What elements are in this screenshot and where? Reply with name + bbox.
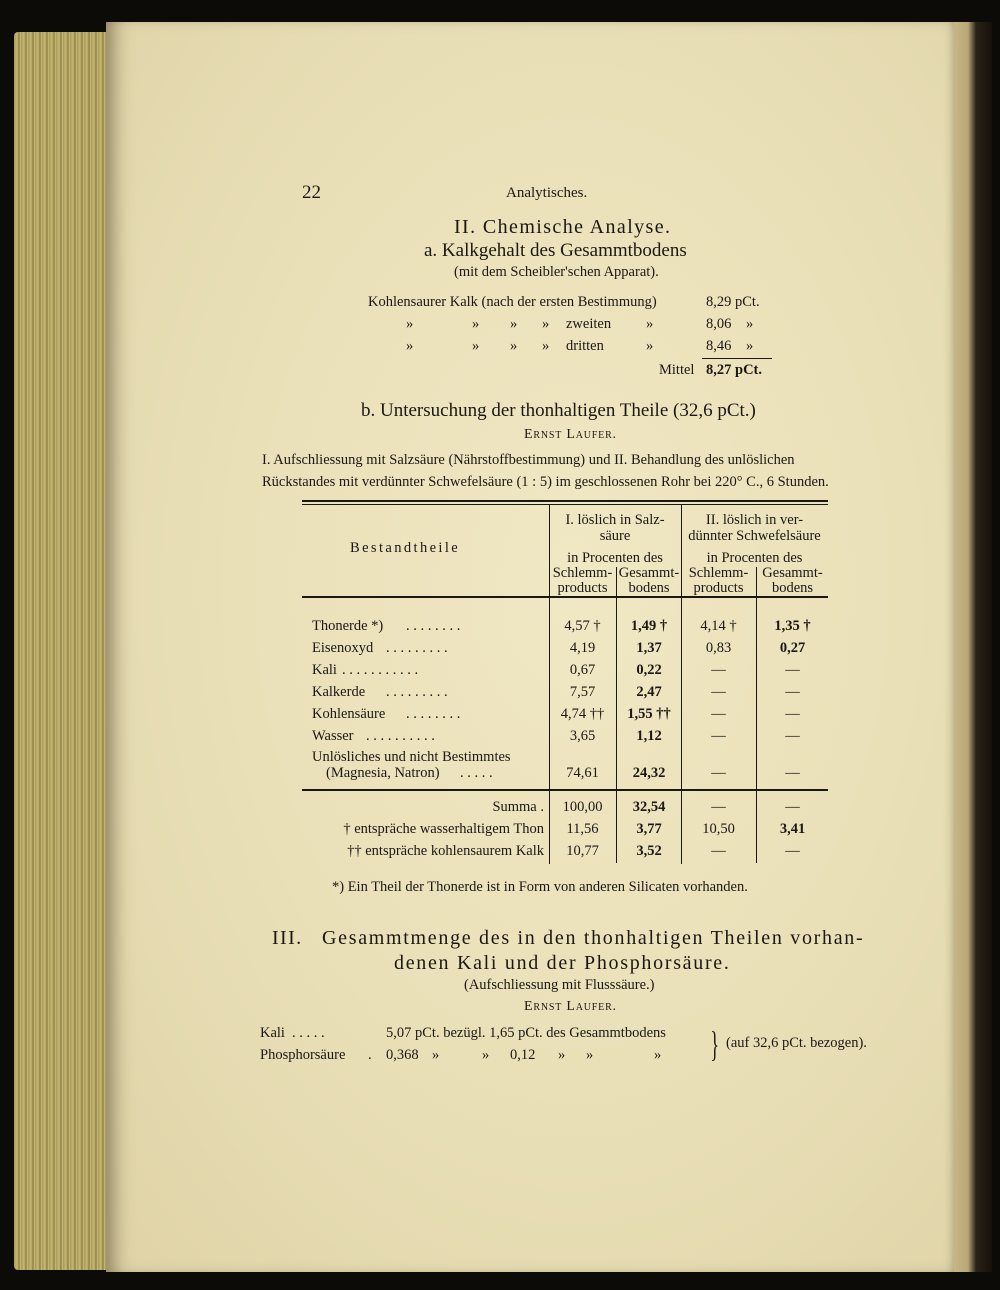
book-page-edges-right xyxy=(952,22,992,1272)
leader-dots: . . . . . xyxy=(460,765,493,781)
ditto-mark: » xyxy=(646,338,654,354)
subsection-b-author: Ernst Laufer. xyxy=(524,427,617,442)
lime-row-1-value: 8,29 pCt. xyxy=(706,294,760,310)
page-number: 22 xyxy=(302,182,321,203)
section-3-title-line2: denen Kali und der Phosphorsäure. xyxy=(394,952,731,974)
cell-value: 11,56 xyxy=(566,821,599,837)
summa-label: Summa . xyxy=(492,799,544,815)
leader-dots: . . . . . . . . . . xyxy=(366,728,435,744)
phosphor-value-2: 0,12 xyxy=(510,1047,536,1063)
ditto-mark: » xyxy=(586,1047,594,1063)
sub-header-products: products xyxy=(693,580,744,596)
leader-dots: . . . . . xyxy=(292,1025,325,1041)
cell-value: 10,50 xyxy=(702,821,735,837)
kalk-label: †† entspräche kohlensaurem Kalk xyxy=(347,843,544,859)
section-3-title-line1: Gesammtmenge des in den thonhaltigen Theilen vorhan- xyxy=(322,927,865,949)
cell-value: 100,00 xyxy=(562,799,603,815)
table-top-rule xyxy=(302,500,828,502)
ditto-mark: » xyxy=(472,338,480,354)
lime-row-1-label: Kohlensaurer Kalk (nach der ersten Bestimmung) xyxy=(368,294,657,310)
row-name: Thonerde *) xyxy=(312,618,384,634)
sub-header-schlemm: Schlemm- xyxy=(552,565,613,581)
ditto-mark: » xyxy=(482,1047,490,1063)
ditto-mark: » xyxy=(542,316,550,332)
cell-value: 1,12 xyxy=(636,728,662,744)
ditto-mark: » xyxy=(510,338,518,354)
kali-label: Kali xyxy=(260,1025,285,1041)
group2-header-line1: II. löslich in ver- xyxy=(705,512,804,528)
table-top-rule-inner xyxy=(302,504,828,505)
lime-row-3-word: dritten xyxy=(566,338,604,354)
cell-value: — xyxy=(785,684,800,700)
mittel-value: 8,27 pCt. xyxy=(706,362,762,378)
cell-value: 1,37 xyxy=(636,640,662,656)
curly-brace: } xyxy=(710,1024,719,1064)
leader-dots: . . . . . . . . . . . xyxy=(342,662,419,678)
sub-header-schlemm: Schlemm- xyxy=(688,565,749,581)
group1-header-line1: I. löslich in Salz- xyxy=(565,512,665,528)
row-name: Unlösliches und nicht Bestimmtes xyxy=(312,749,511,765)
subsection-a-title: a. Kalkgehalt des Gesammtbodens xyxy=(424,240,687,261)
row-name: Wasser xyxy=(312,728,354,744)
sub-header-products: products xyxy=(557,580,608,596)
cell-value: 4,74 †† xyxy=(560,706,605,722)
lime-row-3-unit: » xyxy=(746,338,754,354)
cell-value: — xyxy=(785,843,800,859)
group1-header-line2: säure xyxy=(599,528,631,544)
bezogen-note: (auf 32,6 pCt. bezogen). xyxy=(726,1035,867,1051)
cell-value: 4,57 † xyxy=(564,618,601,634)
cell-value: 74,61 xyxy=(566,765,599,781)
cell-value: — xyxy=(785,799,800,815)
thon-label: † entspräche wasserhaltigem Thon xyxy=(343,821,544,837)
cell-value: 24,32 xyxy=(632,765,666,781)
method-line-1: I. Aufschliessung mit Salzsäure (Nährstoffbestimmung) und II. Behandlung des unlöslichen xyxy=(262,452,795,468)
group1-in-procenten: in Procenten des xyxy=(567,550,663,566)
lime-row-2-word: zweiten xyxy=(566,316,612,332)
book-page-edges-left xyxy=(14,32,106,1270)
cell-value: — xyxy=(711,799,726,815)
section-2-title: II. Chemische Analyse. xyxy=(454,216,672,238)
method-line-2: Rückstandes mit verdünnter Schwefelsäure (1 : 5) im geschlossenen Rohr bei 220° C., 6 Stunden. xyxy=(262,474,829,490)
cell-value: 7,57 xyxy=(569,684,596,700)
cell-value: 1,55 †† xyxy=(627,706,671,722)
cell-value: 3,77 xyxy=(636,821,662,837)
phosphor-value: 0,368 xyxy=(386,1047,419,1063)
table-footnote: *) Ein Theil der Thonerde ist in Form von anderen Silicaten vorhanden. xyxy=(332,879,748,895)
ditto-mark: » xyxy=(646,316,654,332)
group2-header-line2: dünnter Schwefelsäure xyxy=(688,528,821,544)
sub-header-gesammt: Gesammt- xyxy=(618,565,680,581)
book-page xyxy=(106,22,954,1272)
row-name: Kohlensäure xyxy=(312,706,386,722)
leader-dots: . xyxy=(368,1047,372,1063)
cell-value: 0,83 xyxy=(705,640,732,656)
mittel-label: Mittel xyxy=(659,362,695,378)
cell-value: — xyxy=(711,765,726,781)
cell-value: — xyxy=(711,662,726,678)
cell-value: 2,47 xyxy=(636,684,662,700)
section-3-author: Ernst Laufer. xyxy=(524,999,617,1014)
cell-value: 1,49 † xyxy=(630,618,668,634)
cell-value: 32,54 xyxy=(632,799,666,815)
cell-value: 0,27 xyxy=(779,640,806,656)
row-name: Kalkerde xyxy=(312,684,366,700)
leader-dots: . . . . . . . . xyxy=(406,618,461,634)
cell-value: 1,35 † xyxy=(774,618,811,634)
group2-in-procenten: in Procenten des xyxy=(706,550,803,566)
sub-header-bodens: bodens xyxy=(771,580,814,596)
sub-header-gesammt: Gesammt- xyxy=(762,565,823,581)
lime-row-2-value: 8,06 xyxy=(706,316,732,332)
running-head: Analytisches. xyxy=(506,185,588,201)
phosphor-label: Phosphorsäure xyxy=(260,1047,346,1063)
subsection-a-note: (mit dem Scheibler'schen Apparat). xyxy=(454,264,659,280)
row-name: Eisenoxyd xyxy=(312,640,374,656)
cell-value: — xyxy=(711,706,726,722)
ditto-mark: » xyxy=(406,316,414,332)
cell-value: 0,67 xyxy=(569,662,596,678)
cell-value: 0,22 xyxy=(636,662,662,678)
cell-value: 4,19 xyxy=(569,640,596,656)
row-name: Kali xyxy=(312,662,337,678)
lime-row-3-value: 8,46 xyxy=(706,338,732,354)
ditto-mark: » xyxy=(654,1047,662,1063)
cell-value: — xyxy=(785,728,800,744)
section-3-number: III. xyxy=(272,927,303,949)
cell-value: — xyxy=(711,843,726,859)
section-3-note: (Aufschliessung mit Flusssäure.) xyxy=(464,977,655,993)
sum-rule xyxy=(702,358,772,359)
cell-value: 3,65 xyxy=(569,728,596,744)
subsection-b-title: b. Untersuchung der thonhaltigen Theile (32,6 pCt.) xyxy=(361,400,756,421)
cell-value: 3,41 xyxy=(779,821,806,837)
ditto-mark: » xyxy=(432,1047,440,1063)
body-bottom-rule xyxy=(302,789,828,791)
cell-value: 3,52 xyxy=(636,843,662,859)
cell-value: — xyxy=(785,765,800,781)
cell-value: — xyxy=(711,728,726,744)
cell-value: — xyxy=(785,706,800,722)
ditto-mark: » xyxy=(406,338,414,354)
leader-dots: . . . . . . . . . xyxy=(386,640,448,656)
kali-value: 5,07 pCt. bezügl. 1,65 pCt. des Gesammtbodens xyxy=(386,1025,666,1041)
row-name-continued: (Magnesia, Natron) xyxy=(326,765,440,781)
cell-value: 10,77 xyxy=(566,843,599,859)
cell-value: — xyxy=(785,662,800,678)
sub-header-bodens: bodens xyxy=(628,580,670,596)
lime-row-2-unit: » xyxy=(746,316,754,332)
leader-dots: . . . . . . . . . xyxy=(386,684,448,700)
cell-value: — xyxy=(711,684,726,700)
leader-dots: . . . . . . . . xyxy=(406,706,461,722)
ditto-mark: » xyxy=(472,316,480,332)
ditto-mark: » xyxy=(510,316,518,332)
ditto-mark: » xyxy=(542,338,550,354)
ditto-mark: » xyxy=(558,1047,566,1063)
col-header-bestandtheile: Bestandtheile xyxy=(350,540,461,556)
cell-value: 4,14 † xyxy=(700,618,737,634)
